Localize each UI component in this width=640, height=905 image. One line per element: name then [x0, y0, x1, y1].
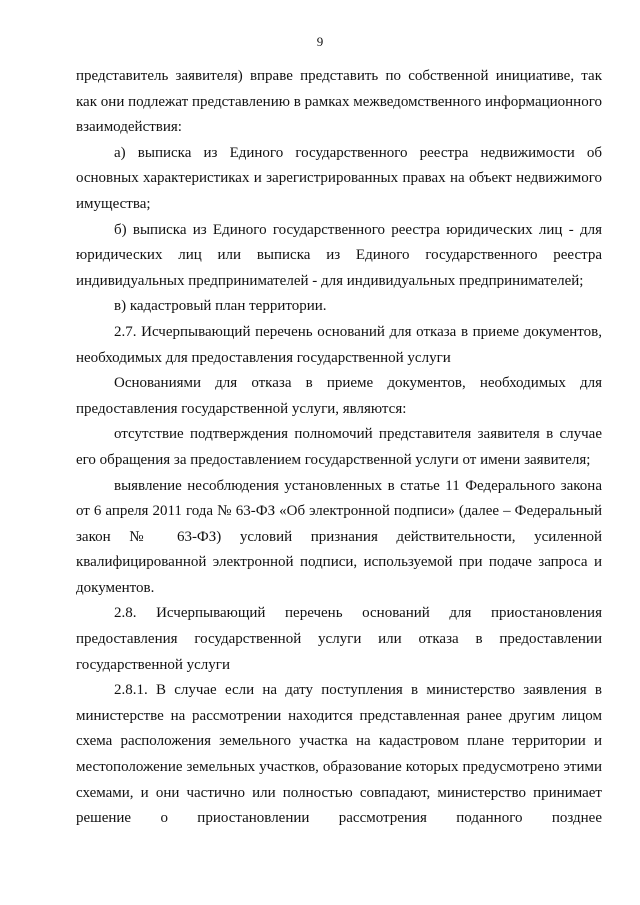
paragraph-item-v: в) кадастровый план территории. [114, 298, 327, 315]
paragraph-2-8-1: 2.8.1. В случае если на дату поступления в министерство заявления в министерстве на рассмотрении находится представленная ранее другим лицом схема расположения земельного участка на кадастровом плане территории и местоположение земельных участков, образование которых предусмотрено этими схемами, и они частично или полностью совпадают, министерство принимает решение о приостановлении рассмотрения поданного позднее [76, 682, 602, 827]
paragraph-continuation: представитель заявителя) вправе представить по собственной инициативе, так как они подлежат представлению в рамках межведомственного информационного взаимодействия: [76, 68, 602, 136]
paragraph-item-b: б) выписка из Единого государственного реестра юридических лиц - для юридических лиц или выписка из Единого государственного реестра индивидуальных предпринимателей - для индивидуальных предпринимателей; [76, 221, 602, 289]
document-body [76, 64, 602, 832]
paragraph-no-authority: отсутствие подтверждения полномочий представителя заявителя в случае его обращения за предоставлением государственной услуги от имени заявителя; [76, 426, 602, 468]
page-number: 9 [316, 34, 324, 49]
paragraph-refusal-grounds: Основаниями для отказа в приеме документов, необходимых для предоставления государственной услуги, являются: [76, 375, 602, 417]
paragraph-item-a: а) выписка из Единого государственного реестра недвижимости об основных характеристиках и зарегистрированных правах на объект недвижимого имущества; [76, 144, 602, 212]
section-heading-2-7: 2.7. Исчерпывающий перечень оснований для отказа в приеме документов, необходимых для предоставления государственной услуги [76, 323, 602, 366]
paragraph-signature-violation: выявление несоблюдения установленных в статье 11 Федерального закона от 6 апреля 2011 года № 63-ФЗ «Об электронной подписи» (далее – Федеральный закон № 63-ФЗ) условий признания действительности, усиленной квалифицированной электронной подписи, используемой при подаче запроса и документов. [76, 477, 602, 596]
section-heading-2-8: 2.8. Исчерпывающий перечень оснований для приостановления предоставления государственной услуги или отказа в предоставлении государственной услуги [76, 605, 602, 673]
